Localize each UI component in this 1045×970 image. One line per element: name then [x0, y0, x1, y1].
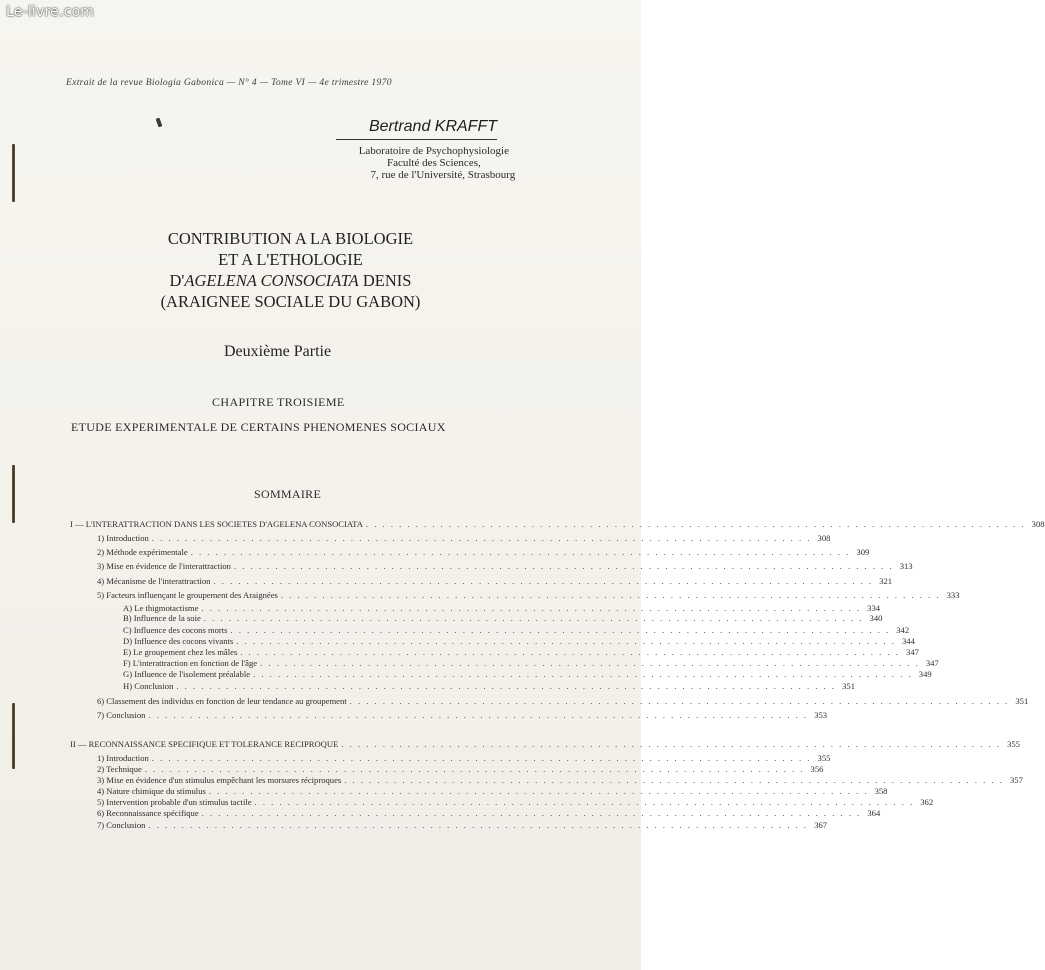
toc-entry-page: 342 — [896, 625, 910, 635]
toc-entry — [97, 590, 960, 600]
toc-entry-label: 6) Classement des individus en fonction de leur tendance au groupement — [97, 696, 347, 706]
toc-entry-label: F) L'interattraction en fonction de l'âge — [123, 658, 258, 668]
toc-entry — [123, 669, 932, 679]
toc-leader-dots: . . . . . . . . . . . . . . . . . . . . . . . . . . . . . . . . . . . . . . . . . . . . . . . . . . . . . . . . . . . . . . . . . . . . . . . . . . . . . . . . — [230, 625, 891, 635]
toc-entry-label: 2) Technique — [97, 764, 142, 774]
toc-leader-dots: . . . . . . . . . . . . . . . . . . . . . . . . . . . . . . . . . . . . . . . . . . . . . . . . . . . . . . . . . . . . . . . . . . . . . . . . . . . . . . . . — [208, 786, 869, 796]
toc-entry-label: 7) Conclusion — [97, 820, 146, 830]
toc-entry — [97, 786, 888, 796]
toc-entry-page: 351 — [1015, 696, 1029, 706]
toc-leader-dots: . . . . . . . . . . . . . . . . . . . . . . . . . . . . . . . . . . . . . . . . . . . . . . . . . . . . . . . . . . . . . . . . . . . . . . . . . . . . . . . . — [349, 696, 1010, 706]
toc-entry — [123, 681, 855, 691]
toc-leader-dots: . . . . . . . . . . . . . . . . . . . . . . . . . . . . . . . . . . . . . . . . . . . . . . . . . . . . . . . . . . . . . . . . . . . . . . . . . . . . . . . . — [254, 797, 915, 807]
toc-entry-label: D) Influence des cocons vivants — [123, 636, 234, 646]
title-suffix: DENIS — [358, 271, 412, 290]
toc-entry-label: 5) Intervention probable d'un stimulus tactile — [97, 797, 252, 807]
toc-leader-dots: . . . . . . . . . . . . . . . . . . . . . . . . . . . . . . . . . . . . . . . . . . . . . . . . . . . . . . . . . . . . . . . . . . . . . . . . . . . . . . . . — [236, 636, 896, 646]
toc-entry — [97, 808, 881, 818]
toc-leader-dots: . . . . . . . . . . . . . . . . . . . . . . . . . . . . . . . . . . . . . . . . . . . . . . . . . . . . . . . . . . . . . . . . . . . . . . . . . . . . . . . . — [144, 764, 805, 774]
toc-leader-dots: . . . . . . . . . . . . . . . . . . . . . . . . . . . . . . . . . . . . . . . . . . . . . . . . . . . . . . . . . . . . . . . . . . . . . . . . . . . . . . . . — [203, 613, 864, 623]
toc-leader-dots: . . . . . . . . . . . . . . . . . . . . . . . . . . . . . . . . . . . . . . . . . . . . . . . . . . . . . . . . . . . . . . . . . . . . . . . . . . . . . . . . — [260, 658, 920, 668]
toc-entry-page: 347 — [906, 647, 919, 657]
toc-entry — [97, 775, 1023, 785]
affiliation-line: 7, rue de l'Université, Strasbourg — [370, 169, 516, 181]
toc-entry-label: 6) Reconnaissance spécifique — [97, 808, 199, 818]
toc-entry-page: 309 — [856, 547, 870, 557]
toc-entry-page: 308 — [817, 533, 831, 543]
toc-entry-page: 353 — [814, 710, 828, 720]
toc-entry-label: 1) Introduction — [97, 533, 149, 543]
toc-entry-page: 355 — [817, 753, 831, 763]
toc-entry — [97, 820, 828, 830]
toc-entry — [97, 547, 870, 557]
toc-entry — [123, 625, 910, 635]
species-name: AGELENA CONSOCIATA — [184, 271, 359, 290]
toc-entry-label: 4) Mécanisme de l'interattraction — [97, 576, 211, 586]
toc-leader-dots: . . . . . . . . . . . . . . . . . . . . . . . . . . . . . . . . . . . . . . . . . . . . . . . . . . . . . . . . . . . . . . . . . . . . . . . . . . . . . . . . — [233, 561, 894, 571]
toc-leader-dots: . . . . . . . . . . . . . . . . . . . . . . . . . . . . . . . . . . . . . . . . . . . . . . . . . . . . . . . . . . . . . . . . . . . . . . . . . . . . . . . . — [344, 775, 1004, 785]
toc-leader-dots: . . . . . . . . . . . . . . . . . . . . . . . . . . . . . . . . . . . . . . . . . . . . . . . . . . . . . . . . . . . . . . . . . . . . . . . . . . . . . . . . — [151, 753, 812, 763]
title-line: ET A L'ETHOLOGIE — [218, 250, 363, 269]
toc-entry-page: 334 — [867, 603, 881, 613]
toc-entry — [97, 764, 824, 774]
journal-reference: Extrait de la revue Biologia Gabonica — N° 4 — Tome VI — 4e trimestre 1970 — [66, 77, 392, 88]
toc-entry-label: 2) Méthode expérimentale — [97, 547, 188, 557]
toc-entry-page: 357 — [1009, 775, 1023, 785]
chapter-heading: CHAPITRE TROISIEME — [212, 395, 345, 409]
toc-entry — [97, 710, 828, 720]
toc-entry-page: 358 — [874, 786, 888, 796]
part-heading: Deuxième Partie — [224, 343, 332, 360]
toc-entry-label: 3) Mise en évidence d'un stimulus empêchant les morsures réciproques — [97, 775, 342, 785]
toc-entry-label: I — L'INTERATTRACTION DANS LES SOCIETES D'AGELENA CONSOCIATA — [70, 519, 363, 529]
chapter-title: ETUDE EXPERIMENTALE DE CERTAINS PHENOMENES SOCIAUX — [71, 420, 446, 434]
toc-entry-label: H) Conclusion — [123, 681, 174, 691]
toc-entry — [70, 519, 1045, 529]
sommaire-heading: SOMMAIRE — [254, 487, 322, 501]
toc-leader-dots: . . . . . . . . . . . . . . . . . . . . . . . . . . . . . . . . . . . . . . . . . . . . . . . . . . . . . . . . . . . . . . . . . . . . . . . . . . . . . . . . — [190, 547, 851, 557]
toc-entry-page: 321 — [879, 576, 893, 586]
toc-entry-label: 4) Nature chimique du stimulus — [97, 786, 206, 796]
toc-entry-label: B) Influence de la soie — [123, 613, 201, 623]
toc-entry-page: 355 — [1007, 739, 1020, 749]
toc-entry-page: 367 — [814, 820, 828, 830]
toc-leader-dots: . . . . . . . . . . . . . . . . . . . . . . . . . . . . . . . . . . . . . . . . . . . . . . . . . . . . . . . . . . . . . . . . . . . . . . . . . . . . . . . . — [148, 820, 809, 830]
toc-entry-label: C) Influence des cocons morts — [123, 625, 228, 635]
toc-entry-page: 344 — [901, 636, 915, 646]
toc-entry — [97, 696, 1029, 706]
toc-entry — [97, 576, 893, 586]
toc-entry-page: 364 — [867, 808, 881, 818]
toc-entry-page: 313 — [899, 561, 913, 571]
toc-entry-label: 1) Introduction — [97, 753, 149, 763]
affiliation-line: Faculté des Sciences, — [386, 157, 481, 169]
toc-leader-dots: . . . . . . . . . . . . . . . . . . . . . . . . . . . . . . . . . . . . . . . . . . . . . . . . . . . . . . . . . . . . . . . . . . . . . . . . . . . . . . . . — [253, 669, 913, 679]
toc-entry-label: II — RECONNAISSANCE SPECIFIQUE ET TOLERANCE RECIPROQUE — [70, 739, 339, 749]
toc-leader-dots: . . . . . . . . . . . . . . . . . . . . . . . . . . . . . . . . . . . . . . . . . . . . . . . . . . . . . . . . . . . . . . . . . . . . . . . . . . . . . . . . — [201, 808, 862, 818]
toc-entry — [123, 603, 881, 613]
affiliation-line: Laboratoire de Psychophysiologie — [358, 145, 509, 157]
toc-entry — [97, 561, 913, 571]
toc-entry — [123, 647, 919, 657]
toc-entry — [97, 753, 831, 763]
toc-leader-dots: . . . . . . . . . . . . . . . . . . . . . . . . . . . . . . . . . . . . . . . . . . . . . . . . . . . . . . . . . . . . . . . . . . . . . . . . . . . . . . . . — [280, 590, 941, 600]
toc-entry-label: 7) Conclusion — [97, 710, 146, 720]
toc-entry-page: 356 — [810, 764, 824, 774]
toc-entry-page: 362 — [920, 797, 934, 807]
title-prefix: D' — [169, 271, 185, 290]
toc-entry — [123, 613, 883, 623]
toc-entry — [123, 636, 915, 646]
toc-entry-label: 3) Mise en évidence de l'interattraction — [97, 561, 231, 571]
watermark-logo: Le-livre.com — [6, 4, 95, 20]
author-name: Bertrand KRAFFT — [368, 118, 497, 135]
toc-entry — [97, 533, 831, 543]
toc-entry-label: A) Le thigmotactisme — [123, 603, 199, 613]
toc-entry-page: 308 — [1031, 519, 1045, 529]
toc-entry — [123, 658, 939, 668]
toc-entry-label: 5) Facteurs influençant le groupement des Araignées — [97, 590, 278, 600]
toc-entry-page: 351 — [842, 681, 855, 691]
toc-leader-dots: . . . . . . . . . . . . . . . . . . . . . . . . . . . . . . . . . . . . . . . . . . . . . . . . . . . . . . . . . . . . . . . . . . . . . . . . . . . . . . . . — [240, 647, 900, 657]
toc-leader-dots: . . . . . . . . . . . . . . . . . . . . . . . . . . . . . . . . . . . . . . . . . . . . . . . . . . . . . . . . . . . . . . . . . . . . . . . . . . . . . . . . — [151, 533, 812, 543]
toc-entry — [70, 739, 1020, 749]
toc-entry — [97, 797, 934, 807]
toc-leader-dots: . . . . . . . . . . . . . . . . . . . . . . . . . . . . . . . . . . . . . . . . . . . . . . . . . . . . . . . . . . . . . . . . . . . . . . . . . . . . . . . . — [148, 710, 809, 720]
title-line: (ARAIGNEE SOCIALE DU GABON) — [160, 292, 421, 311]
toc-leader-dots: . . . . . . . . . . . . . . . . . . . . . . . . . . . . . . . . . . . . . . . . . . . . . . . . . . . . . . . . . . . . . . . . . . . . . . . . . . . . . . . . — [176, 681, 836, 691]
toc-entry-page: 347 — [925, 658, 939, 668]
toc-leader-dots: . . . . . . . . . . . . . . . . . . . . . . . . . . . . . . . . . . . . . . . . . . . . . . . . . . . . . . . . . . . . . . . . . . . . . . . . . . . . . . . . — [201, 603, 862, 613]
toc-entry-page: 333 — [946, 590, 960, 600]
toc-entry-label: G) Influence de l'isolement préalable — [123, 669, 251, 679]
title-line: CONTRIBUTION A LA BIOLOGIE — [167, 229, 414, 248]
toc-leader-dots: . . . . . . . . . . . . . . . . . . . . . . . . . . . . . . . . . . . . . . . . . . . . . . . . . . . . . . . . . . . . . . . . . . . . . . . . . . . . . . . . — [213, 576, 874, 586]
toc-entry-label: E) Le groupement chez les mâles — [123, 647, 238, 657]
toc-leader-dots: . . . . . . . . . . . . . . . . . . . . . . . . . . . . . . . . . . . . . . . . . . . . . . . . . . . . . . . . . . . . . . . . . . . . . . . . . . . . . . . . — [365, 519, 1026, 529]
toc-entry-page: 349 — [918, 669, 932, 679]
toc-entry-page: 340 — [869, 613, 883, 623]
toc-leader-dots: . . . . . . . . . . . . . . . . . . . . . . . . . . . . . . . . . . . . . . . . . . . . . . . . . . . . . . . . . . . . . . . . . . . . . . . . . . . . . . . . — [341, 739, 1001, 749]
